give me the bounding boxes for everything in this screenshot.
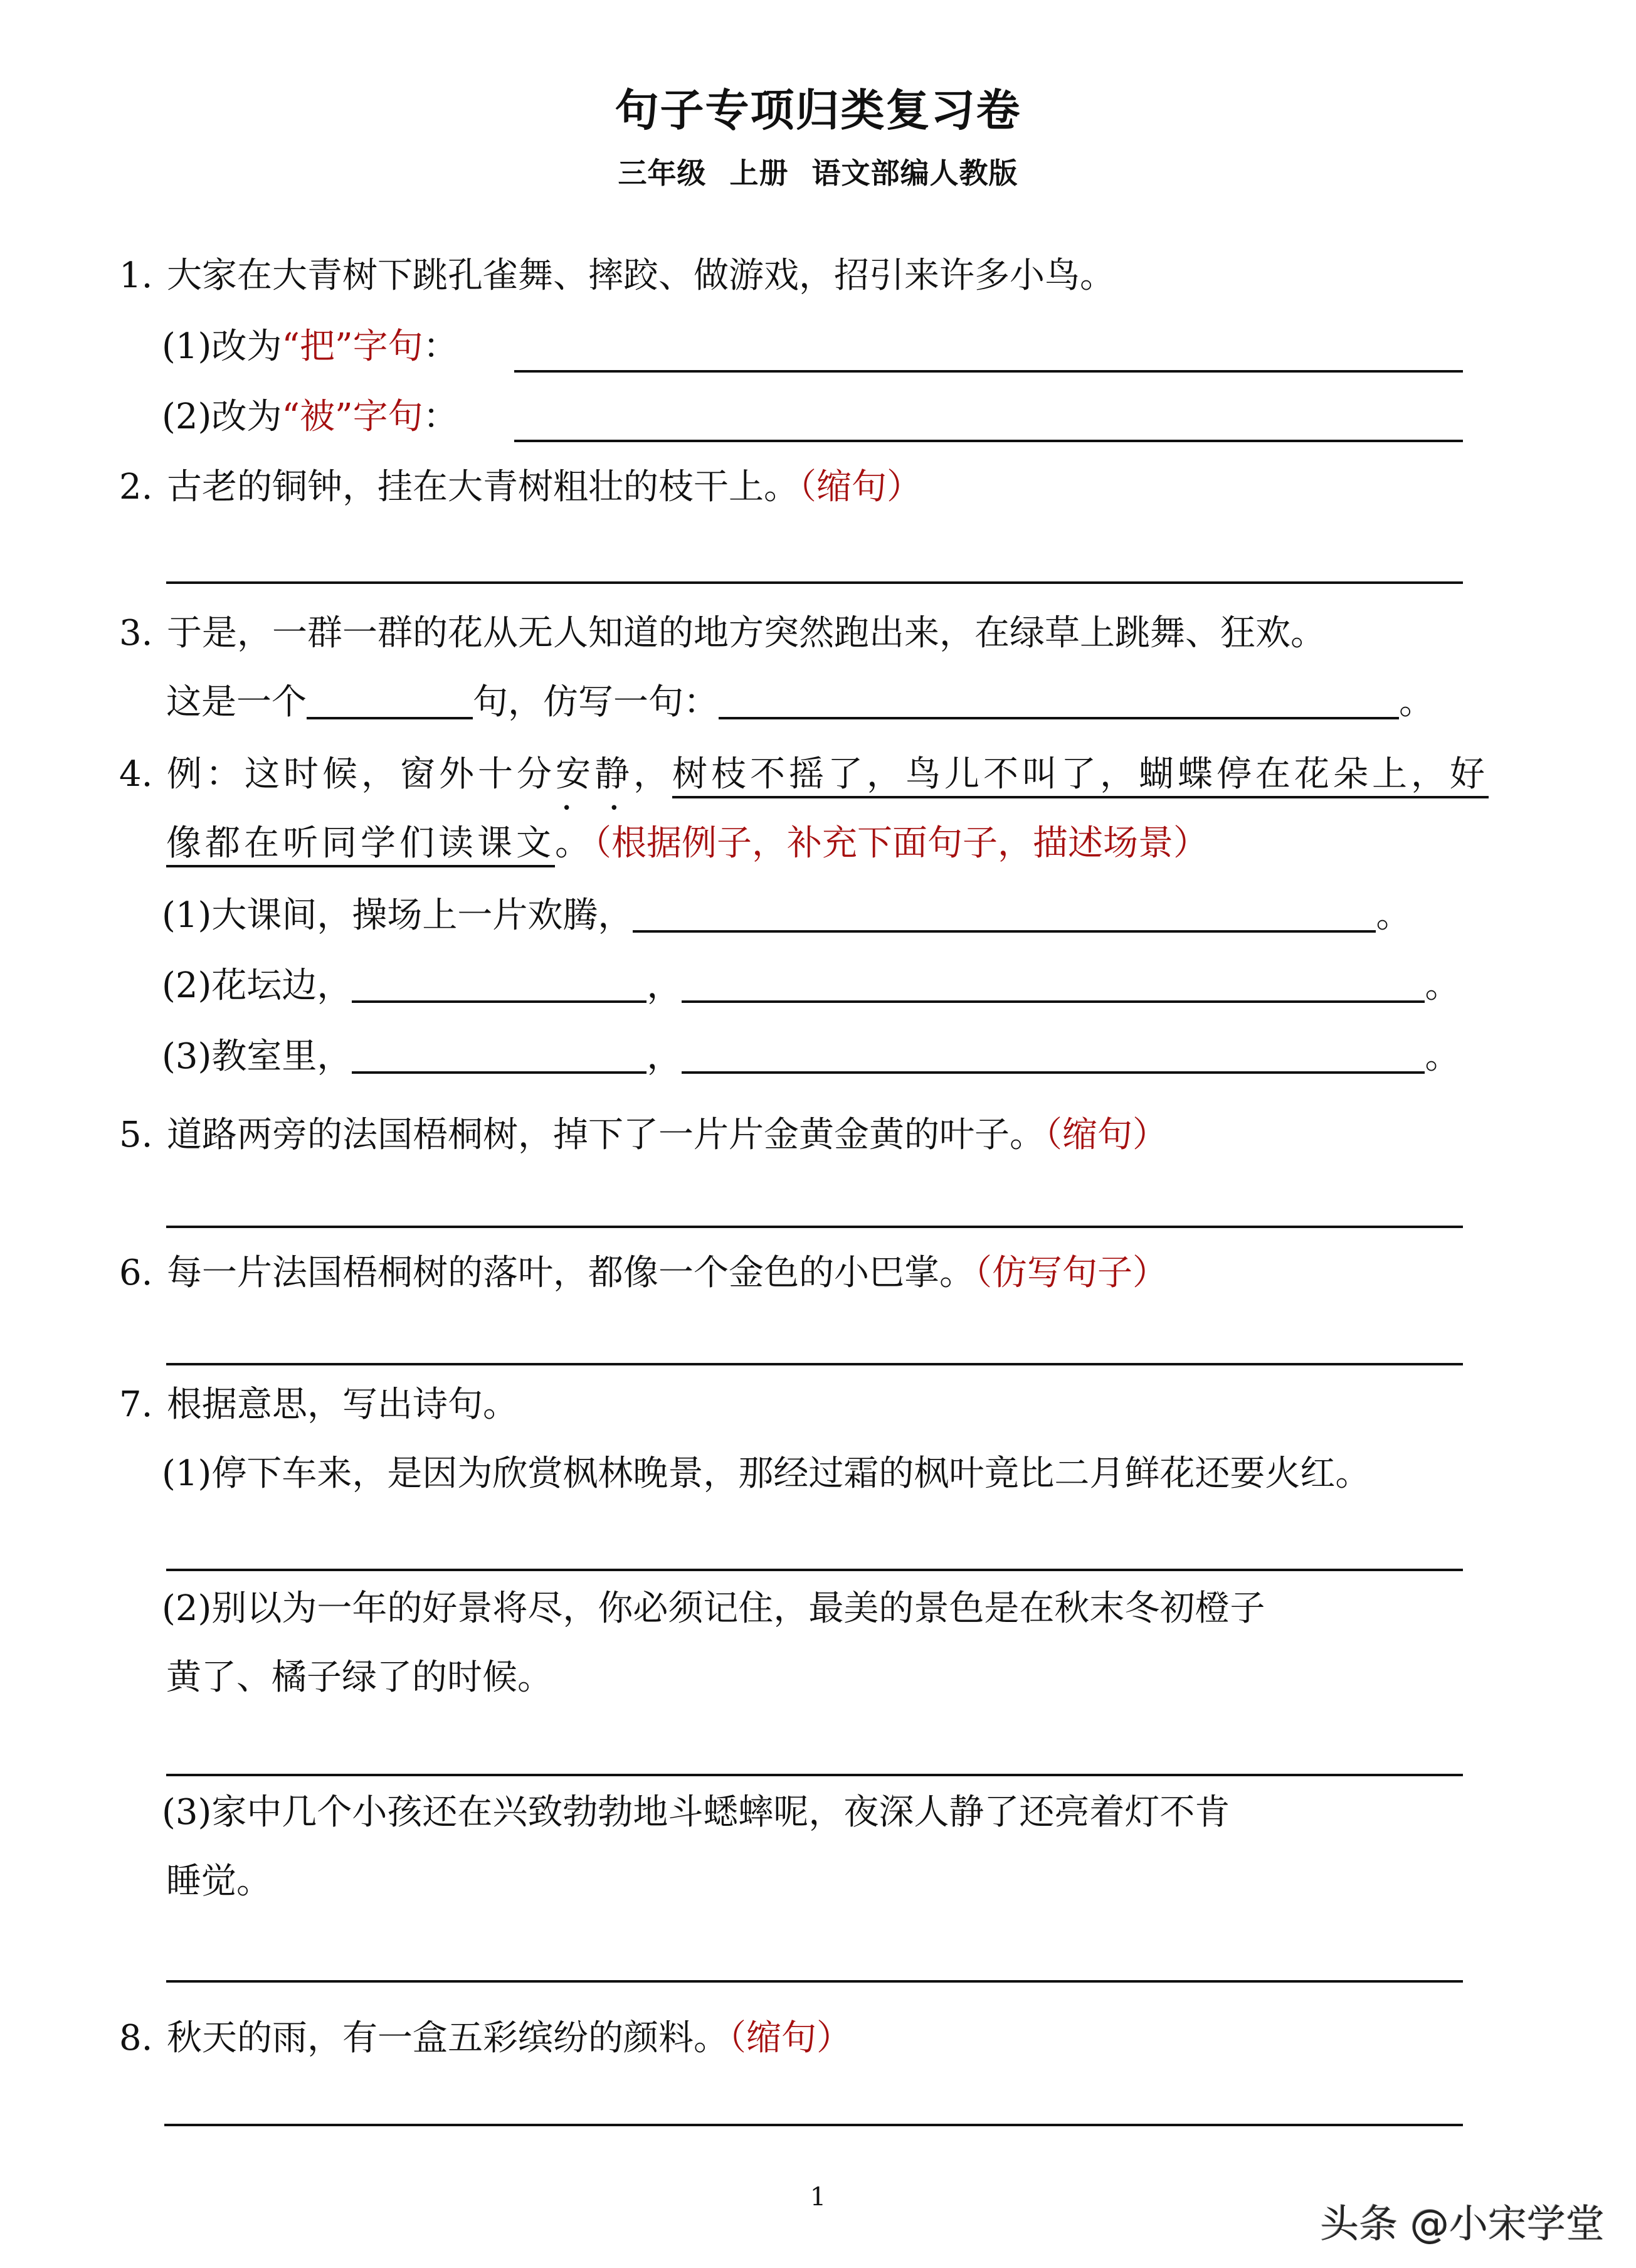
sub-label: (2)花坛边， xyxy=(162,965,352,1006)
question-text: 秋天的雨，有一盒五彩缤纷的颜料。 xyxy=(167,2018,729,2059)
question-number: 4. xyxy=(119,754,153,795)
sub-text: 黄了、橘子绿了的时候。 xyxy=(166,1657,552,1698)
example-end: 。 xyxy=(555,823,594,864)
answer-line[interactable] xyxy=(166,1569,1463,1571)
quote-open: “ xyxy=(282,326,300,367)
question-7-sub-3 xyxy=(162,1791,1230,1835)
answer-line[interactable] xyxy=(514,440,1463,442)
answer-line[interactable] xyxy=(166,1774,1463,1776)
answer-line[interactable] xyxy=(166,1226,1463,1228)
question-number: 8. xyxy=(119,2018,153,2059)
question-text: 古老的铜钟，挂在大青树粗壮的枝干上。 xyxy=(167,467,799,507)
question-hint: （仿写句子） xyxy=(974,1253,1168,1293)
sub-label: (2)改为 xyxy=(162,396,282,437)
example-text: 这时候，窗外十分 xyxy=(245,754,556,795)
question-1-sub-2 xyxy=(162,395,458,439)
question-number: 6. xyxy=(119,1253,153,1293)
answer-blank[interactable] xyxy=(352,1040,646,1074)
colon: ： xyxy=(423,326,458,367)
sub-mid: ， xyxy=(646,1036,682,1077)
question-1 xyxy=(119,254,1115,298)
answer-blank[interactable] xyxy=(633,899,1376,933)
keyword: 把 xyxy=(299,326,335,367)
quote-close: ” xyxy=(334,396,353,437)
sub-label: (1)大课间，操场上一片欢腾， xyxy=(162,895,633,936)
page-number: 1 xyxy=(810,2183,826,2212)
question-hint: （缩句） xyxy=(799,467,922,507)
question-5 xyxy=(119,1113,1168,1157)
question-hint: （缩句） xyxy=(1045,1115,1168,1155)
question-4-sub-3 xyxy=(162,1035,1460,1079)
question-1-sub-1 xyxy=(162,325,458,369)
question-number: 7. xyxy=(119,1384,153,1425)
example-comma: ， xyxy=(633,754,672,795)
sub-text: (2)别以为一年的好景将尽，你必须记住，最美的景色是在秋末冬初橙子 xyxy=(162,1588,1265,1629)
question-3-fill xyxy=(166,681,1434,724)
answer-line[interactable] xyxy=(164,2124,1463,2126)
sub-label: (1)改为 xyxy=(162,326,282,367)
page-subtitle: 三年级 上册 语文部编人教版 xyxy=(618,156,1018,190)
question-4-example xyxy=(119,753,1489,797)
sub-mid: ， xyxy=(646,965,682,1006)
question-4-sub-2 xyxy=(162,964,1460,1008)
question-number: 2. xyxy=(119,467,153,507)
question-8 xyxy=(119,2016,852,2060)
answer-blank[interactable] xyxy=(352,969,646,1003)
question-text: 于是，一群一群的花从无人知道的地方突然跑出来，在绿草上跳舞、狂欢。 xyxy=(167,613,1326,654)
sub-text: (3)家中几个小孩还在兴致勃勃地斗蟋蟀呢，夜深人静了还亮着灯不肯 xyxy=(162,1792,1230,1833)
sub-text: 睡觉。 xyxy=(166,1861,272,1902)
question-7-sub-1 xyxy=(162,1452,1370,1496)
sub-text: (1)停下车来，是因为欣赏枫林晚景，那经过霜的枫叶竟比二月鲜花还要火红。 xyxy=(162,1453,1371,1494)
question-4-example-cont xyxy=(166,822,1208,866)
imitation-blank[interactable] xyxy=(719,686,1399,719)
sub-end: 。 xyxy=(1376,895,1412,936)
answer-line[interactable] xyxy=(514,370,1463,373)
sub-label: (3)教室里， xyxy=(162,1036,352,1077)
emphasized-word: 安静 • • xyxy=(556,754,633,795)
example-underlined: 像都在听同学们读课文 xyxy=(166,823,555,867)
question-text: 根据意思，写出诗句。 xyxy=(167,1384,518,1425)
answer-line[interactable] xyxy=(166,581,1463,584)
sub-end: 。 xyxy=(1425,1036,1460,1077)
quote-close: ” xyxy=(334,326,353,367)
page-title: 句子专项归类复习卷 xyxy=(615,85,1021,136)
question-hint: （缩句） xyxy=(729,2018,852,2059)
answer-line[interactable] xyxy=(166,1980,1463,1983)
question-6 xyxy=(119,1251,1168,1295)
question-number: 5. xyxy=(119,1115,153,1155)
answer-blank[interactable] xyxy=(682,1040,1425,1074)
question-number: 1. xyxy=(119,255,153,296)
sub-end: 。 xyxy=(1425,965,1460,1006)
question-hint: （根据例子，补充下面句子，描述场景） xyxy=(594,823,1208,864)
fill-prefix: 这是一个 xyxy=(166,682,307,723)
question-3 xyxy=(119,612,1326,655)
question-4-sub-1 xyxy=(162,894,1411,938)
sub-suffix: 字句 xyxy=(352,326,423,367)
question-7-sub-2-cont xyxy=(166,1656,552,1700)
fill-end: 。 xyxy=(1399,682,1434,723)
quote-open: “ xyxy=(282,396,300,437)
question-7-sub-3-cont xyxy=(166,1860,272,1904)
answer-line[interactable] xyxy=(166,1363,1463,1365)
example-underlined: 树枝不摇了，鸟儿不叫了，蝴蝶停在花朵上，好 xyxy=(672,754,1489,798)
colon: ： xyxy=(423,396,458,437)
sentence-type-blank[interactable] xyxy=(307,686,473,719)
question-text: 道路两旁的法国梧桐树，掉下了一片片金黄金黄的叶子。 xyxy=(167,1115,1045,1155)
question-text: 每一片法国梧桐树的落叶，都像一个金色的小巴掌。 xyxy=(167,1253,974,1293)
question-2 xyxy=(119,465,922,509)
keyword: 被 xyxy=(299,396,335,437)
fill-middle: 句，仿写一句： xyxy=(473,682,719,723)
watermark: 头条 @小宋学堂 xyxy=(1320,2201,1605,2247)
sub-suffix: 字句 xyxy=(352,396,423,437)
answer-blank[interactable] xyxy=(682,969,1425,1003)
question-7-sub-2 xyxy=(162,1587,1265,1631)
question-text: 大家在大青树下跳孔雀舞、摔跤、做游戏，招引来许多小鸟。 xyxy=(167,255,1115,296)
example-label: 例： xyxy=(167,754,245,795)
question-7 xyxy=(119,1383,518,1427)
question-number: 3. xyxy=(119,613,153,654)
